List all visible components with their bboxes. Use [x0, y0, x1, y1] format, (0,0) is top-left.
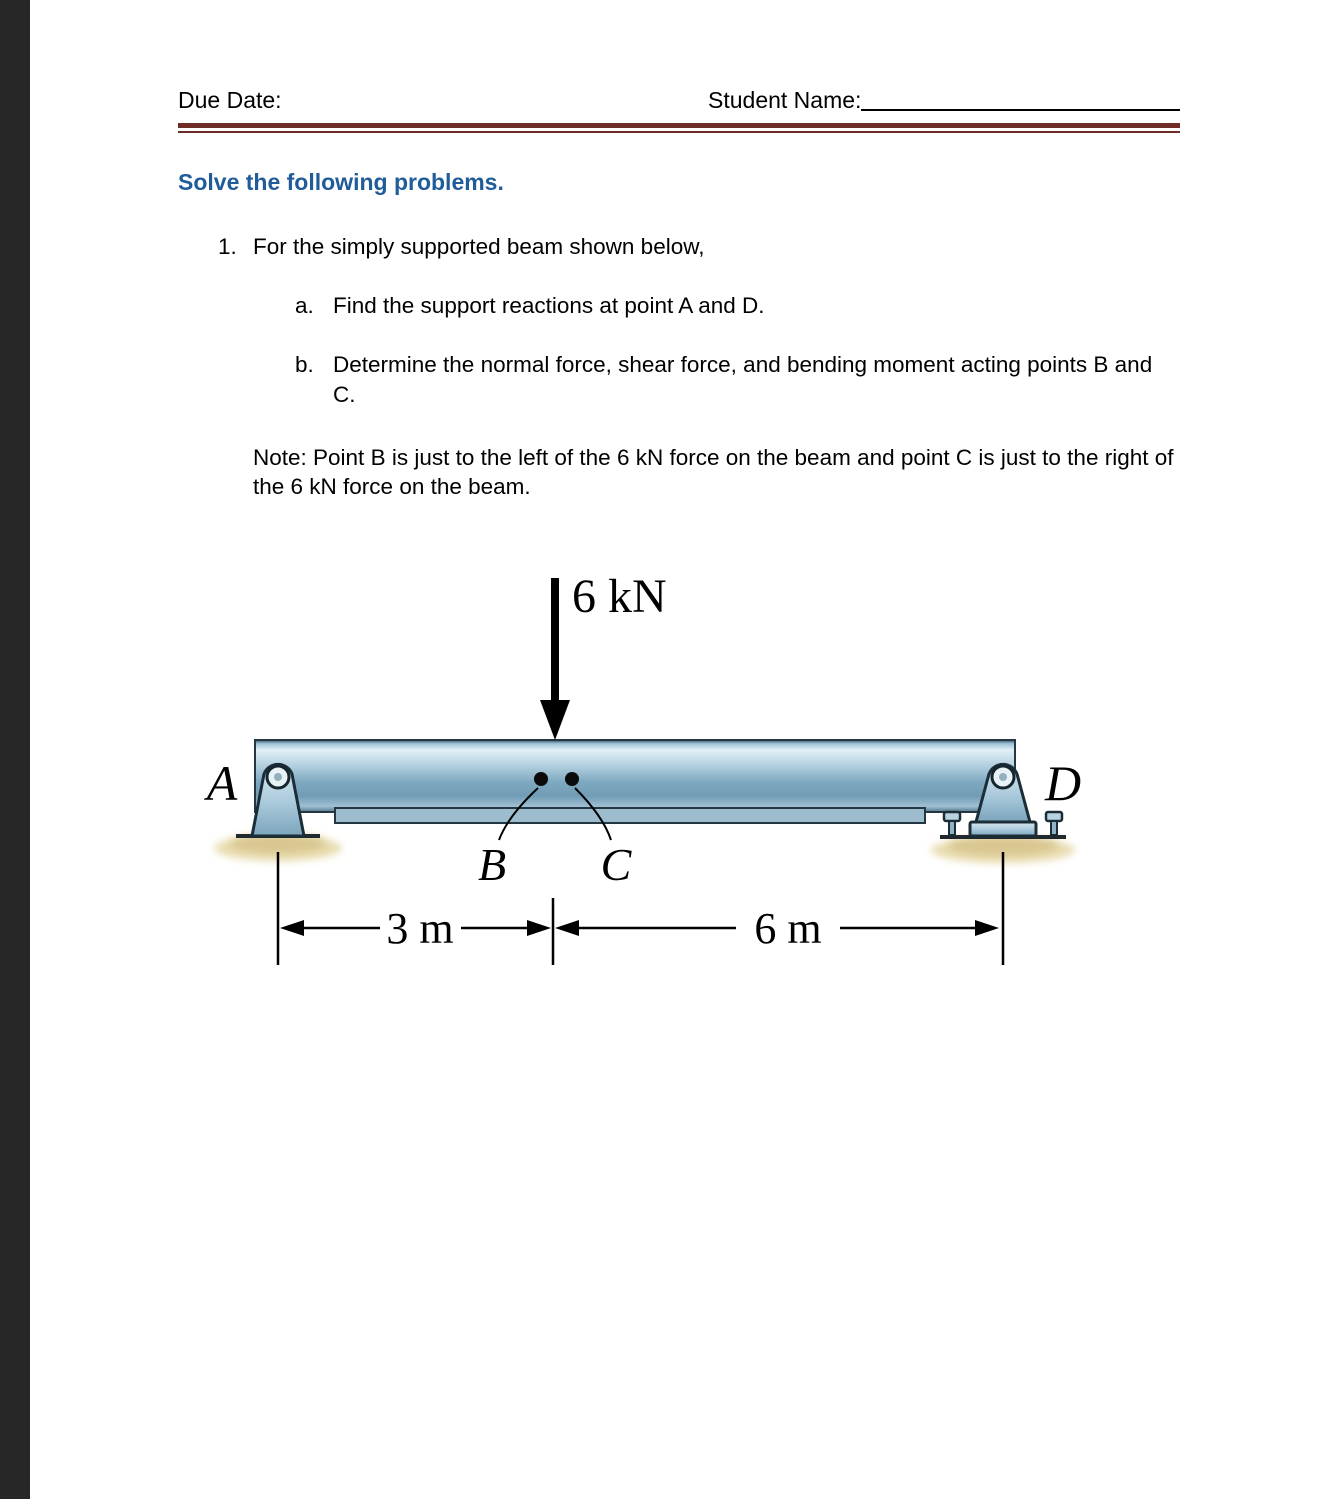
problem-note: Note: Point B is just to the left of the 6 kN force on the beam and point C is just to the right of the 6 kN force on the beam.: [253, 444, 1174, 500]
left-edge-bar: [0, 0, 30, 1499]
student-name-blank: [861, 109, 1180, 111]
support-a-label: A: [206, 755, 238, 812]
support-d-bolt-left: [944, 812, 960, 821]
header-divider-rule: [178, 123, 1180, 133]
problem-1-intro: [218, 232, 1180, 261]
worksheet-page: [178, 86, 1180, 980]
support-d-base-plate: [970, 822, 1036, 836]
support-d-label: D: [1044, 755, 1082, 812]
problem-intro-text: For the simply supported beam shown below,: [253, 233, 705, 259]
support-d-pin-center: [999, 773, 1007, 781]
force-arrow: [540, 578, 570, 740]
problem-1b-text: Determine the normal force, shear force, and bending moment acting points B and C.: [333, 352, 1153, 407]
beam-diagram: [180, 550, 1180, 980]
problem-1b-letter: b.: [295, 352, 314, 378]
problem-1a-text: Find the support reactions at point A and D.: [333, 293, 765, 318]
force-arrowhead-icon: [540, 700, 570, 740]
point-b-label: B: [477, 839, 507, 891]
force-label: 6 kN: [572, 570, 667, 624]
dimension-ab: [280, 904, 551, 953]
support-a-pin-center: [274, 773, 282, 781]
point-b-dot: [534, 772, 548, 786]
dim-cd-label: 6 m: [754, 904, 822, 954]
page-header: [178, 86, 1180, 115]
support-d-bolt-right-stem: [1051, 821, 1057, 835]
dim-ab-arrow-right-icon: [527, 920, 551, 936]
dimension-cd: [555, 904, 999, 953]
problem-number: 1.: [218, 233, 237, 259]
dim-ab-label: 3 m: [386, 904, 454, 954]
student-name-label: Student Name:: [708, 87, 862, 113]
beam-bottom-flange: [335, 808, 925, 823]
point-c-label: C: [600, 839, 632, 891]
problem-1a-letter: a.: [295, 293, 314, 318]
point-c-dot: [565, 772, 579, 786]
support-d-bolt-left-stem: [949, 821, 955, 835]
page-title: Solve the following problems.: [178, 168, 504, 195]
problem-1b: [295, 350, 1180, 409]
support-d-bolt-right: [1046, 812, 1062, 821]
beam: [255, 740, 1015, 812]
problem-1a: [295, 291, 1180, 320]
dim-cd-arrow-right-icon: [975, 920, 999, 936]
due-date-label: Due Date:: [178, 87, 282, 113]
